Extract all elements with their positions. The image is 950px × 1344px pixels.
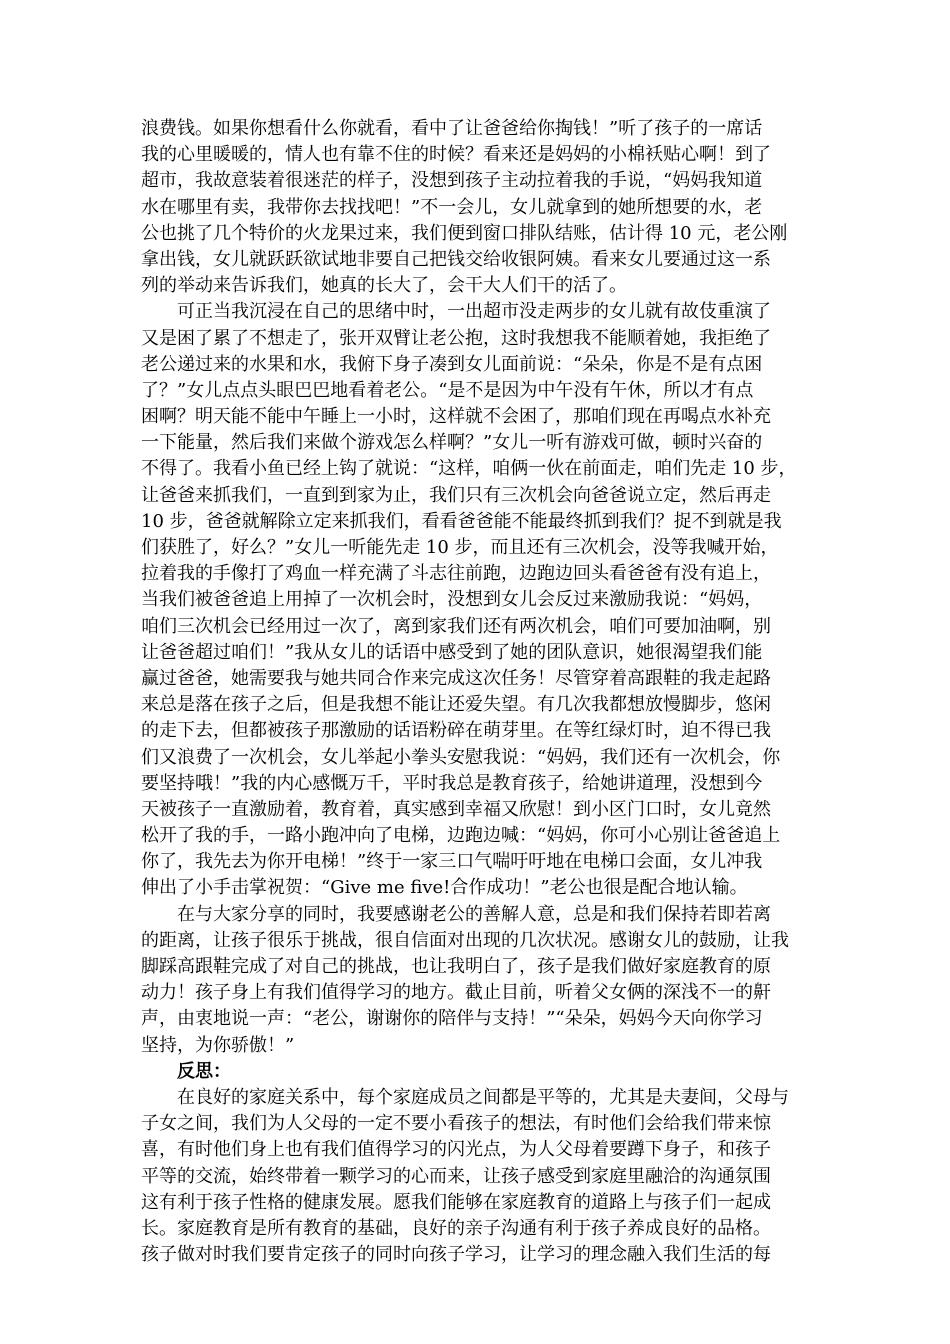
- text-line: 孩子做对时我们要肯定孩子的同时向孩子学习，让学习的理念融入我们生活的每: [141, 1244, 771, 1266]
- text-line: 让爸爸超过咱们！”我从女儿的话语中感受到了她的团队意识，她很渴望我们能: [141, 641, 763, 663]
- text-line: 在良好的家庭关系中，每个家庭成员之间都是平等的，尤其是夫妻间，父母与: [141, 1086, 789, 1108]
- text-line: 喜，有时他们身上也有我们值得学习的闪光点，为人父母着要蹲下身子，和孩子: [141, 1139, 771, 1161]
- text-line: 列的举动来告诉我们，她真的长大了，会干大人们干的活了。: [141, 275, 627, 297]
- text-line: 水在哪里有卖，我带你去找找吧！”不一会儿，女儿就拿到的她所想要的水，老: [141, 196, 763, 218]
- text-line: 声，由衷地说一声：“老公，谢谢你的陪伴与支持！”“朵朵，妈妈今天向你学习: [141, 1008, 763, 1030]
- section-heading: 反思：: [141, 1060, 231, 1082]
- text-line: 老公递过来的水果和水，我俯下身子凑到女儿面前说：“朵朵，你是不是有点困: [141, 353, 763, 375]
- text-line: 长。家庭教育是所有教育的基础，良好的亲子沟通有利于孩子养成良好的品格。: [141, 1217, 771, 1239]
- text-line: 的距离，让孩子很乐于挑战，很自信面对出现的几次状况。感谢女儿的鼓励，让我: [141, 929, 789, 951]
- text-line: 这有利于孩子性格的健康发展。愿我们能够在家庭教育的道路上与孩子们一起成: [141, 1191, 771, 1213]
- text-line: 们又浪费了一次机会，女儿举起小拳头安慰我说：“妈妈，我们还有一次机会，你: [141, 746, 781, 768]
- text-line: 动力！孩子身上有我们值得学习的地方。截止目前，听着父女俩的深浅不一的鼾: [141, 982, 771, 1004]
- text-line: 又是困了累了不想走了，张开双臂让老公抱，这时我想我不能顺着她，我拒绝了: [141, 327, 771, 349]
- text-line: 咱们三次机会已经用过一次了，离到家我们还有两次机会，咱们可要加油啊，别: [141, 615, 771, 637]
- text-line: 的走下去，但都被孩子那激励的话语粉碎在萌芽里。在等红绿灯时，迫不得已我: [141, 720, 771, 742]
- text-line: 公也挑了几个特价的火龙果过来，我们便到窗口排队结账，估计得 10 元，老公刚: [141, 222, 788, 244]
- text-line: 超市，我故意装着很迷茫的样子，没想到孩子主动拉着我的手说，“妈妈我知道: [141, 170, 763, 192]
- text-line: 拉着我的手像打了鸡血一样充满了斗志往前跑，边跑边回头看爸爸有没有追上，: [141, 563, 771, 585]
- text-line: 松开了我的手，一路小跑冲向了电梯，边跑边喊：“妈妈，你可小心别让爸爸追上: [141, 825, 781, 847]
- text-line: 要坚持哦！”我的内心感慨万千，平时我总是教育孩子，给她讲道理，没想到今: [141, 772, 763, 794]
- text-line: 来总是落在孩子之后，但是我想不能让还爱失望。有几次我都想放慢脚步，悠闲: [141, 694, 771, 716]
- text-line: 伸出了小手击掌祝贺：“Give me five!合作成功！”老公也很是配合地认输。: [141, 877, 748, 899]
- text-line: 可正当我沉浸在自己的思绪中时，一出超市没走两步的女儿就有故伎重演了: [141, 301, 771, 323]
- text-line: 不得了。我看小鱼已经上钩了就说：“这样，咱俩一伙在前面走，咱们先走 10 步，: [141, 458, 797, 480]
- text-line: 脚踩高跟鞋完成了对自己的挑战，也让我明白了，孩子是我们做好家庭教育的原: [141, 956, 771, 977]
- body-text: [141, 116, 807, 1268]
- text-line: 平等的交流，始终带着一颗学习的心而来，让孩子感受到家庭里融洽的沟通氛围: [141, 1165, 771, 1187]
- text-line: 子女之间，我们为人父母的一定不要小看孩子的想法，有时他们会给我们带来惊: [141, 1113, 771, 1135]
- text-line: 天被孩子一直激励着，教育着，真实感到幸福又欣慰！到小区门口时，女儿竟然: [141, 798, 771, 820]
- text-line: 拿出钱，女儿就跃跃欲试地非要自己把钱交给收银阿姨。看来女儿要通过这一系: [141, 248, 771, 270]
- text-line: 我的心里暖暖的，情人也有靠不住的时候？看来还是妈妈的小棉袄贴心啊！到了: [141, 144, 771, 166]
- text-line: 浪费钱。如果你想看什么你就看，看中了让爸爸给你掏钱！”听了孩子的一席话: [141, 118, 763, 139]
- text-line: 赢过爸爸，她需要我与她共同合作来完成这次任务！尽管穿着高跟鞋的我走起路: [141, 667, 771, 689]
- text-line: 让爸爸来抓我们，一直到到家为止，我们只有三次机会向爸爸说立定，然后再走: [141, 484, 771, 506]
- text-line: 困啊？明天能不能中午睡上一小时，这样就不会困了，那咱们现在再喝点水补充: [141, 406, 771, 428]
- text-line: 你了，我先去为你开电梯！”终于一家三口气喘吁吁地在电梯口会面，女儿冲我: [141, 851, 763, 873]
- text-line: 一下能量，然后我们来做个游戏怎么样啊？”女儿一听有游戏可做，顿时兴奋的: [141, 432, 763, 454]
- text-line: 在与大家分享的同时，我要感谢老公的善解人意，总是和我们保持若即若离: [141, 903, 771, 925]
- text-line: 们获胜了，好么？”女儿一听能先走 10 步，而且还有三次机会，没等我喊开始，: [141, 537, 779, 558]
- text-line: 坚持，为你骄傲！”: [141, 1034, 295, 1056]
- text-line: 了？”女儿点点头眼巴巴地看着老公。“是不是因为中午没有午休，所以才有点: [141, 379, 754, 401]
- text-line: 当我们被爸爸追上用掉了一次机会时，没想到女儿会反过来激励我说：“妈妈，: [141, 589, 763, 611]
- text-line: 10 步，爸爸就解除立定来抓我们，看看爸爸能不能最终抓到我们？捉不到就是我: [141, 510, 782, 532]
